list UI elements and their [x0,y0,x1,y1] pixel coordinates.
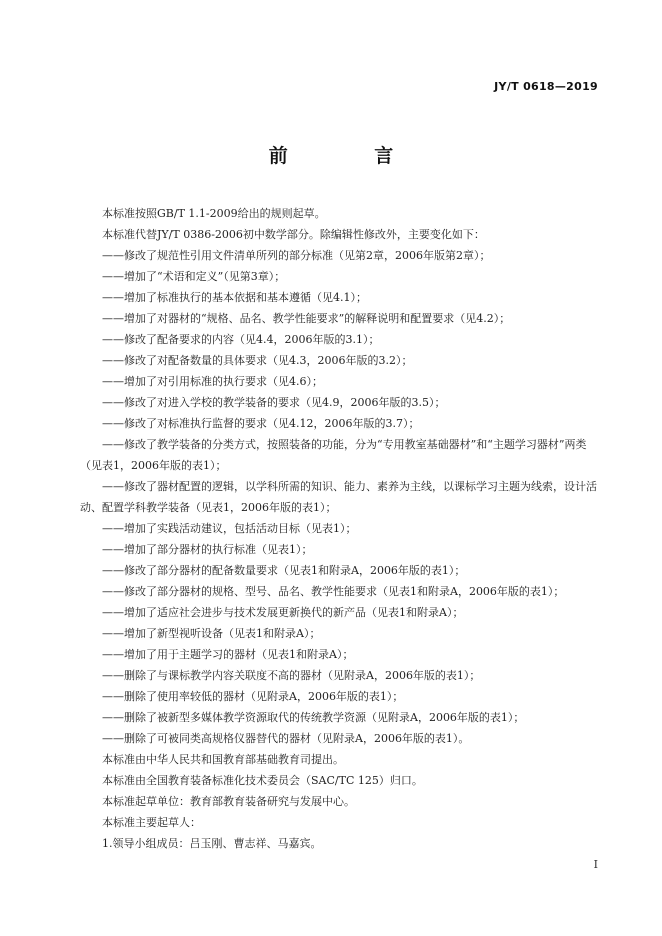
standard-code: JY/T 0618—2019 [494,80,598,93]
change-item: ——删除了与课标教学内容关联度不高的器材（见附录A，2006年版的表1）； [102,669,481,682]
change-item: ——删除了被新型多媒体教学资源取代的传统教学资源（见附录A，2006年版的表1）； [102,711,525,724]
change-item: ——增加了标准执行的基本依据和基本遵循（见4.1）； [102,291,367,304]
paragraph: 本标准起草单位：教育部教育装备研究与发展中心。 [102,795,355,808]
change-item: ——增加了适应社会进步与技术发展更新换代的新产品（见表1和附录A）； [102,606,464,619]
change-item: ——修改了对配备数量的具体要求（见4.3，2006年版的3.2）； [102,354,413,367]
change-item: ——删除了可被同类高规格仪器替代的器材（见附录A，2006年版的表1）。 [102,732,470,745]
change-item: ——增加了实践活动建议，包括活动目标（见表1）； [102,522,357,535]
change-item: ——增加了用于主题学习的器材（见表1和附录A）； [102,648,354,661]
change-item: ——修改了规范性引用文件清单所列的部分标准（见第2章，2006年版第2章）； [102,249,491,262]
paragraph: 本标准按照GB/T 1.1-2009给出的规则起草。 [102,207,326,220]
change-item: ——修改了教学装备的分类方式，按照装备的功能，分为“专用教室基础器材”和“主题学习器材”两类（见表1，2006年版的表1）； [80,438,587,472]
change-item: ——修改了部分器材的规格、型号、品名、教学性能要求（见表1和附录A，2006年版的表1）； [102,585,565,598]
page-number: I [593,858,598,871]
change-item: ——修改了器材配置的逻辑，以学科所需的知识、能力、素养为主线，以课标学习主题为线索，设计活动、配置学科教学装备（见表1，2006年版的表1）； [80,480,597,514]
foreword-body [80,203,600,854]
paragraph: 1.领导小组成员：吕玉刚、曹志祥、马嘉宾。 [102,837,322,850]
change-item: ——删除了使用率较低的器材（见附录A，2006年版的表1）； [102,690,404,703]
change-item: ——增加了对引用标准的执行要求（见4.6）； [102,375,323,388]
paragraph: 本标准由全国教育装备标准化技术委员会（SAC/TC 125）归口。 [102,774,423,787]
change-item: ——修改了对标准执行监督的要求（见4.12，2006年版的3.7）； [102,417,420,430]
change-item: ——修改了对进入学校的教学装备的要求（见4.9，2006年版的3.5）； [102,396,446,409]
change-item: ——增加了“术语和定义”（见第3章）； [102,270,286,283]
change-item: ——增加了新型视听设备（见表1和附录A）； [102,627,321,640]
change-item: ——增加了部分器材的执行标准（见表1）； [102,543,313,556]
paragraph: 本标准代替JY/T 0386-2006初中数学部分。除编辑性修改外，主要变化如下： [102,228,485,241]
paragraph: 本标准主要起草人： [102,816,201,829]
page-title: 前 言 [268,145,434,167]
change-item: ——修改了配备要求的内容（见4.4，2006年版的3.1）； [102,333,380,346]
paragraph: 本标准由中华人民共和国教育部基础教育司提出。 [102,753,344,766]
change-item: ——增加了对器材的“规格、品名、教学性能要求”的解释说明和配置要求（见4.2）； [102,312,511,325]
change-item: ——修改了部分器材的配备数量要求（见表1和附录A，2006年版的表1）； [102,564,466,577]
